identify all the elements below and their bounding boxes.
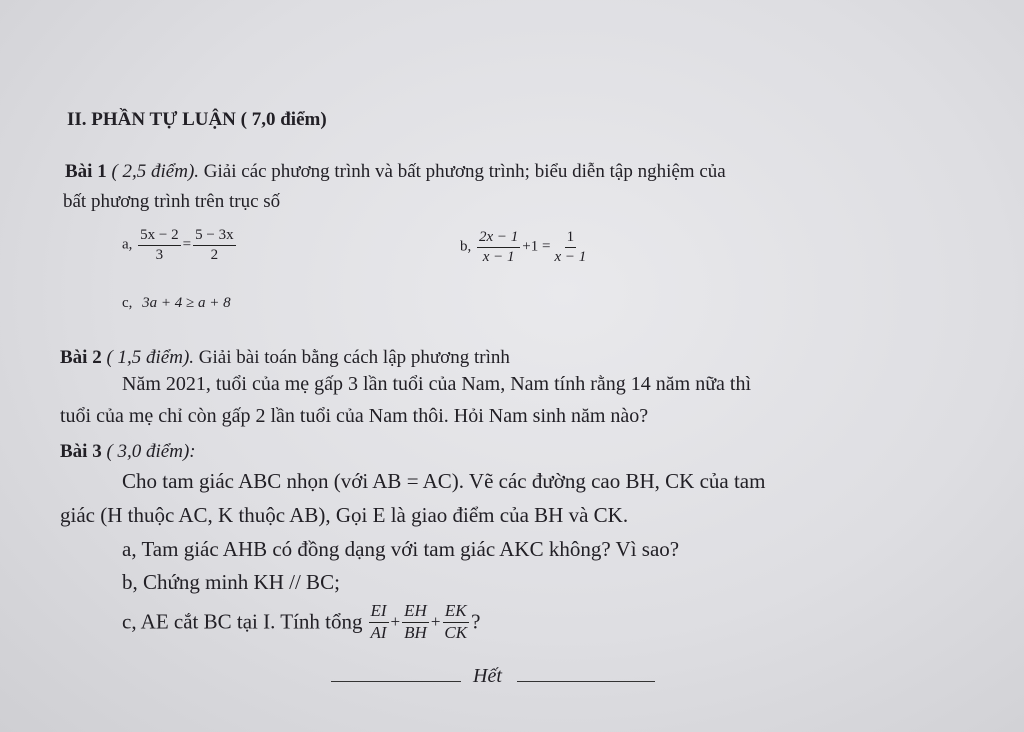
fraction-ek-num: EK [443, 602, 469, 623]
bai1-a-rhs-fraction [193, 227, 235, 263]
bai1-a-rhs-den: 2 [210, 246, 219, 263]
bai1-c [122, 295, 231, 312]
footer-end-text: Hết [473, 665, 502, 687]
bai2-label: Bài 2 [60, 347, 102, 368]
bai1-a-label: a, [122, 236, 133, 253]
bai1-b-rhs-den: x − 1 [554, 248, 587, 265]
section-title: II. PHẦN TỰ LUẬN ( 7,0 điểm) [67, 109, 327, 130]
question-mark: ? [471, 609, 481, 634]
fraction-eh-num: EH [402, 602, 429, 623]
bai1-b-lhs-fraction [477, 229, 520, 265]
bai3-line2: giác (H thuộc AC, K thuộc AB), Gọi E là giao điểm của BH và CK. [60, 503, 629, 527]
bai1-points: ( 2,5 điểm). [111, 161, 200, 182]
plus-sign-1: + [390, 612, 401, 632]
bai1-label: Bài 1 [65, 161, 107, 182]
bai1-b-label: b, [460, 238, 472, 255]
bai1-b-lhs-den: x − 1 [482, 248, 515, 265]
bai1-c-expr: 3a + 4 ≥ a + 8 [142, 295, 231, 311]
footer-rule-right [517, 681, 655, 682]
bai3-c-text: c, AE cắt BC tại I. Tính tổng [122, 609, 363, 634]
bai3-heading [60, 441, 196, 463]
fraction-ai-den: AI [370, 622, 387, 642]
bai3-c [122, 602, 480, 642]
fraction-ek-ck [442, 602, 469, 642]
bai3-line1: Cho tam giác ABC nhọn (với AB = AC). Vẽ các đường cao BH, CK của tam [122, 469, 766, 493]
fraction-ei-ai [369, 602, 389, 642]
bai2-points: ( 1,5 điểm). [106, 347, 195, 368]
bai1-text-line2: bất phương trình trên trục số [63, 191, 281, 212]
bai1-b-rhs-num: 1 [565, 229, 577, 248]
bai2-text-title: Giải bài toán bằng cách lập phương trình [198, 347, 510, 368]
bai1-b-plus-one: +1 = [522, 238, 551, 255]
bai2-line2: tuổi của mẹ chỉ còn gấp 2 lần tuổi của Nam thôi. Hỏi Nam sinh năm nào? [60, 405, 649, 427]
bai1-b [460, 229, 590, 265]
bai1-c-label: c, [122, 295, 133, 311]
fraction-ck-den: CK [444, 622, 468, 642]
bai1-a-rhs-num: 5 − 3x [193, 227, 235, 246]
bai1-a-lhs-num: 5x − 2 [138, 227, 180, 246]
bai2-line-title [60, 347, 510, 369]
bai3-b: b, Chứng minh KH // BC; [122, 570, 340, 594]
bai1-text-line1: Giải các phương trình và bất phương trình; biểu diễn tập nghiệm của [203, 161, 726, 182]
bai1-a-eq: = [182, 236, 192, 253]
bai3-a: a, Tam giác AHB có đồng dạng với tam giác AKC không? Vì sao? [122, 537, 680, 561]
bai3-label: Bài 3 [60, 441, 102, 462]
fraction-bh-den: BH [404, 622, 427, 642]
bai3-points: ( 3,0 điểm): [106, 441, 196, 462]
bai1-b-rhs-fraction [552, 229, 588, 265]
bai2-line1: Năm 2021, tuổi của mẹ gấp 3 lần tuổi của Nam, Nam tính rằng 14 năm nữa thì [122, 373, 752, 395]
bai1-a-lhs-den: 3 [155, 246, 164, 263]
plus-sign-2: + [430, 612, 441, 632]
bai1-line1 [65, 161, 726, 183]
footer-rule-left [331, 681, 461, 682]
bai1-a-lhs-fraction [138, 227, 180, 263]
bai1-a [122, 227, 238, 263]
fraction-ei-num: EI [369, 602, 389, 623]
fraction-eh-bh [402, 602, 429, 642]
bai1-b-lhs-num: 2x − 1 [477, 229, 520, 248]
